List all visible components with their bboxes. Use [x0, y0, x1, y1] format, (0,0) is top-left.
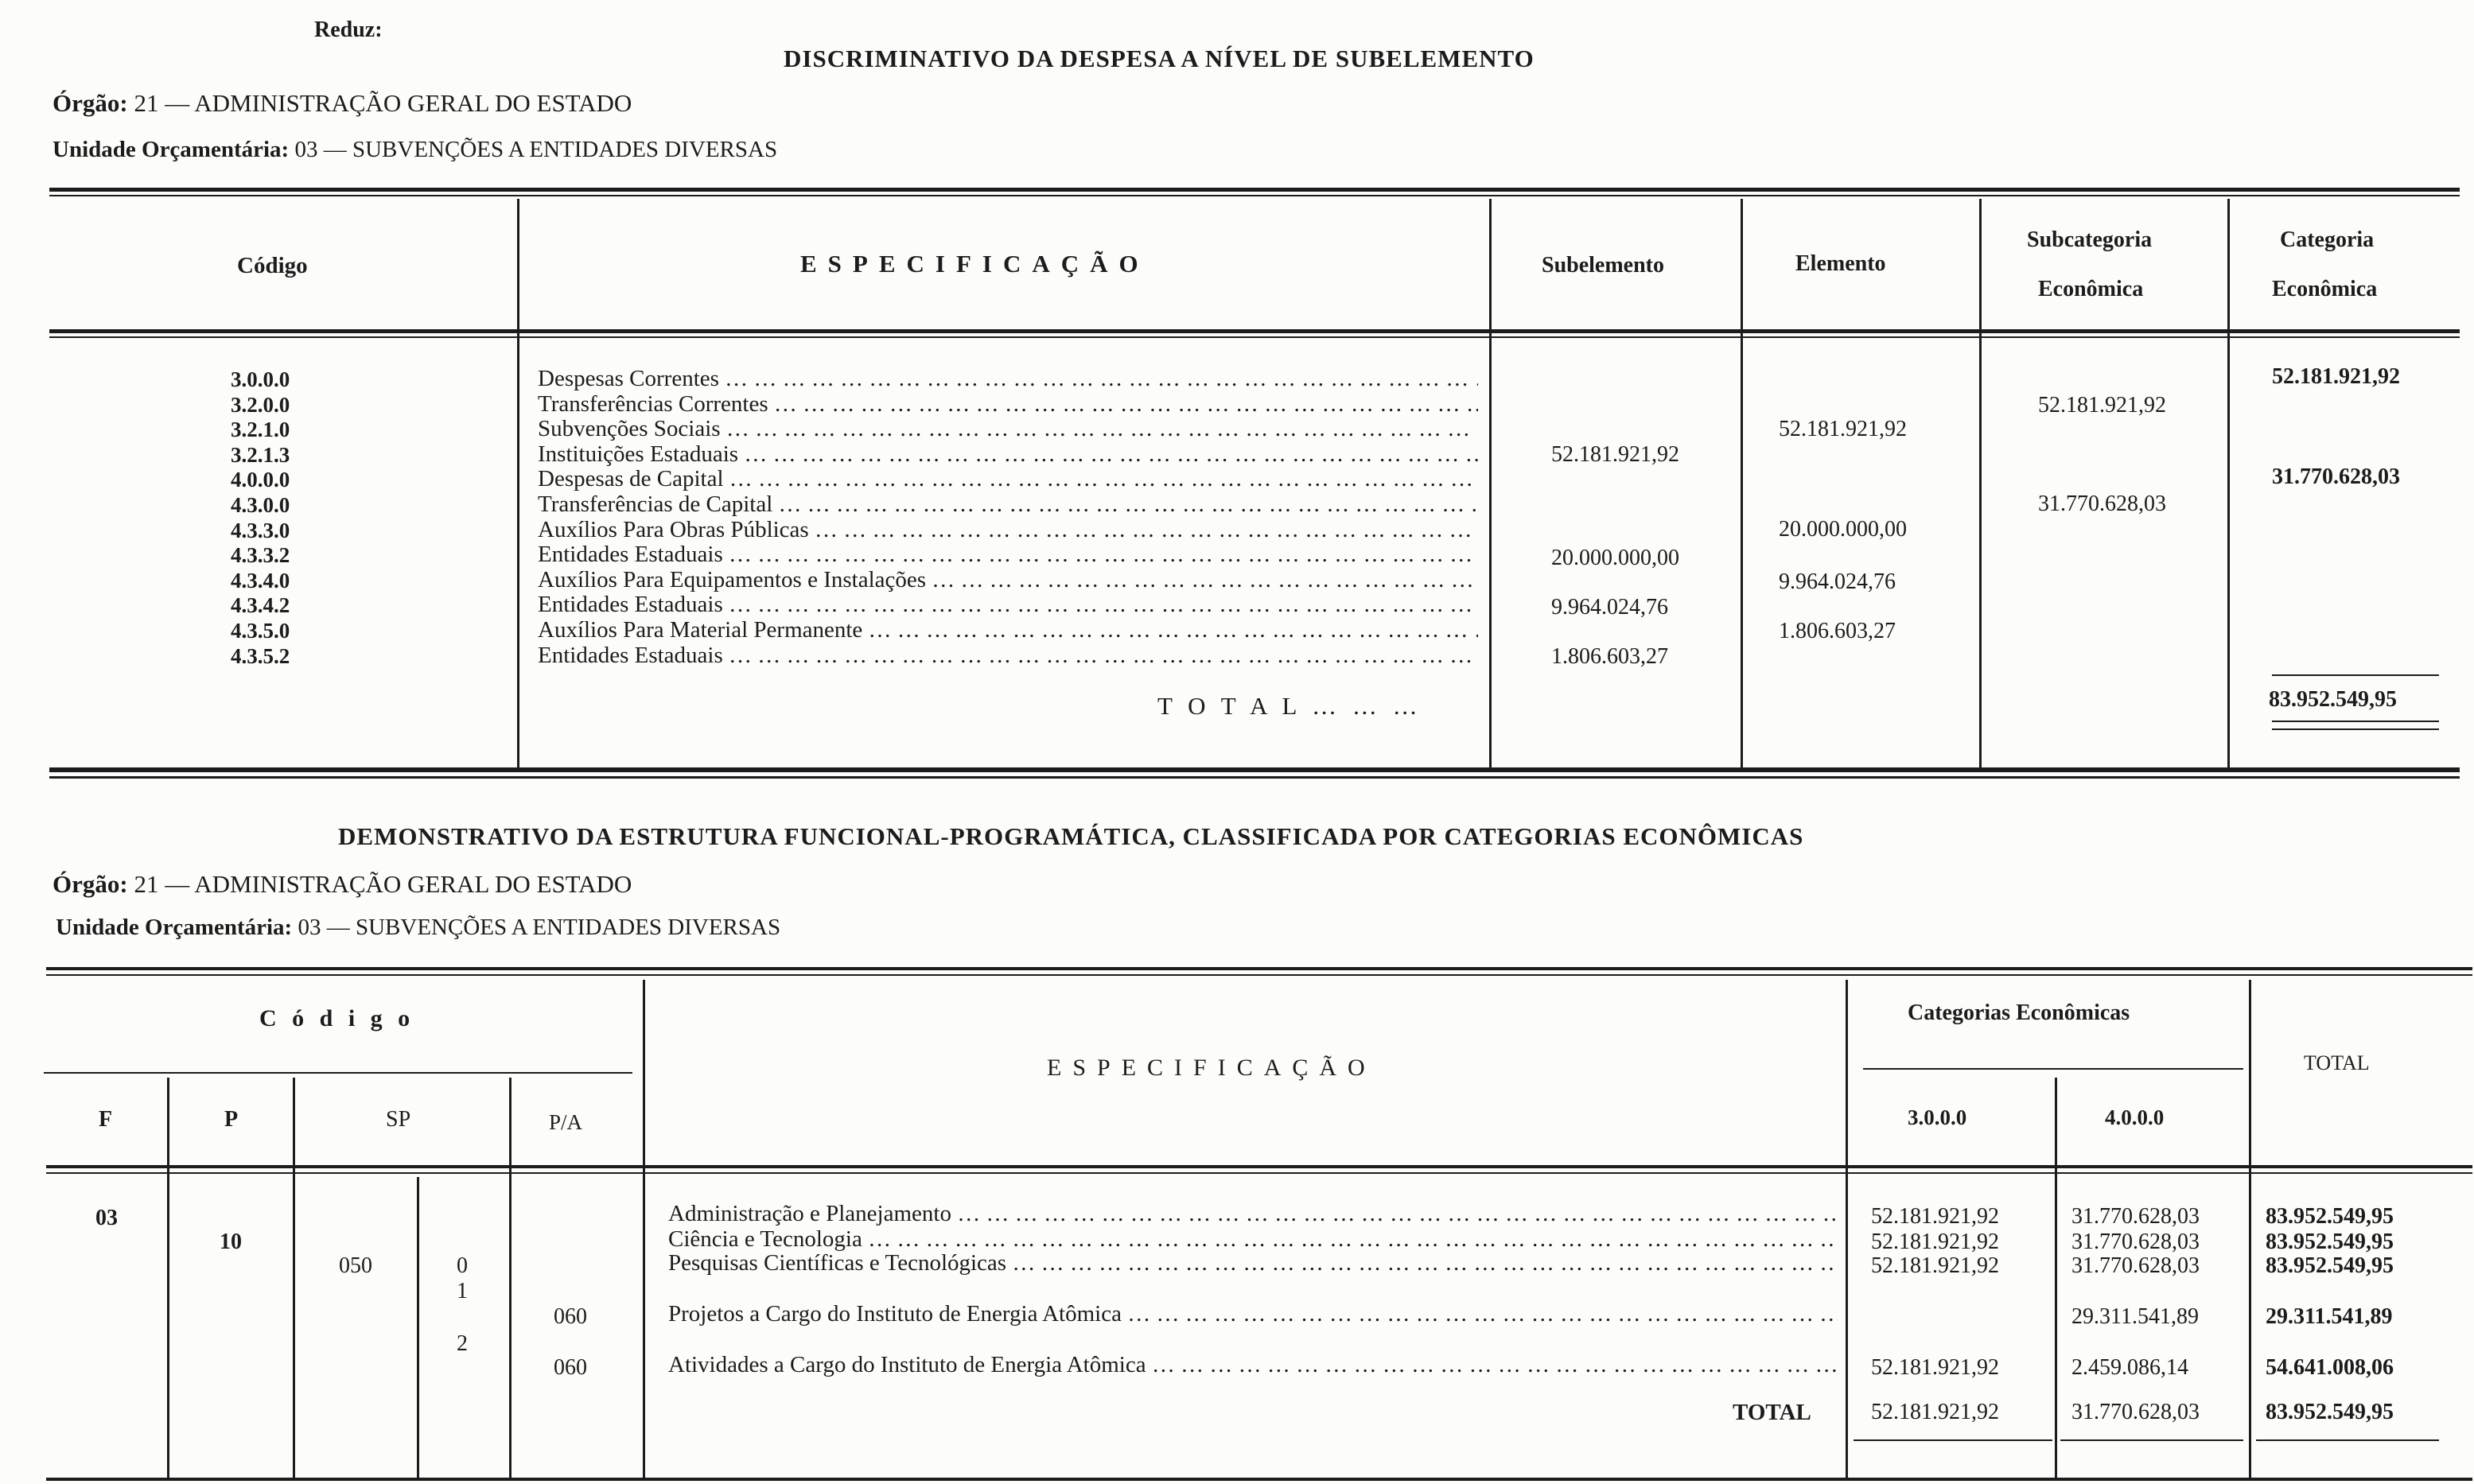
row-especificacao: Instituições Estaduais … … … … … … … … … … … … … … … … … … … … … … … … … … … … … … … … … … … … … … … … [538, 441, 1478, 468]
row-subelemento: 20.000.000,00 [1551, 546, 1679, 570]
row-codigo: 3.0.0.0 [231, 367, 290, 391]
t2-row-especificacao: Ciência e Tecnologia … … … … … … … … … … … … … … … … … … … … … … … … … … … … … … … … … … … … … … … … [668, 1226, 1838, 1253]
t2-row-especificacao: Administração e Planejamento … … … … … … … … … … … … … … … … … … … … … … … … … … … … … … … … … … … … … … … … [668, 1201, 1838, 1227]
top-note: Reduz: [314, 17, 383, 42]
t2-row-c4: 31.770.628,03 [2071, 1204, 2200, 1229]
row-codigo: 4.0.0.0 [231, 468, 290, 492]
row-codigo: 3.2.1.3 [231, 442, 290, 467]
t2-header-pa: P/A [549, 1110, 583, 1134]
row-codigo: 3.2.0.0 [231, 392, 290, 417]
t2-header-cat3: 3.0.0.0 [1908, 1105, 1967, 1129]
row-codigo: 4.3.3.0 [231, 518, 290, 542]
t2-header-f: F [99, 1107, 113, 1132]
row-codigo: 4.3.5.2 [231, 643, 290, 668]
orgao-label: Órgão: [53, 870, 128, 898]
code-pa-060b: 060 [554, 1355, 587, 1380]
t2-row-c4: 2.459.086,14 [2071, 1355, 2188, 1380]
row-especificacao: Entidades Estaduais … … … … … … … … … … … … … … … … … … … … … … … … … … … … … … … … … … … … … … … … [538, 592, 1478, 618]
row-elemento: 20.000.000,00 [1779, 517, 1907, 542]
row-especificacao: Entidades Estaduais … … … … … … … … … … … … … … … … … … … … … … … … … … … … … … … … … … … … … … … … [538, 643, 1478, 669]
row-subcategoria: 52.181.921,92 [2038, 393, 2166, 418]
code-pa-0: 0 [457, 1253, 468, 1278]
t2-header-codigo: C ó d i g o [259, 1005, 415, 1031]
row-codigo: 4.3.4.0 [231, 568, 290, 592]
t2-row-total: 83.952.549,95 [2266, 1230, 2394, 1254]
t2-row-total: 83.952.549,95 [2266, 1204, 2394, 1229]
row-especificacao: Transferências Correntes … … … … … … … … … … … … … … … … … … … … … … … … … … … … … … … … … … … … … … … … [538, 391, 1478, 418]
code-pa-060a: 060 [554, 1304, 587, 1329]
t2-row-c3: 52.181.921,92 [1871, 1204, 1999, 1229]
t2-total-label: TOTAL [1733, 1400, 1811, 1425]
t2-row-c3: 52.181.921,92 [1871, 1355, 1999, 1380]
section2-orgao [53, 870, 632, 899]
row-categoria: 31.770.628,03 [2272, 464, 2400, 489]
row-codigo: 3.2.1.0 [231, 418, 290, 442]
t2-header-categorias: Categorias Econômicas [1908, 1000, 2130, 1025]
header-especificacao: ESPECIFICAÇÃO [800, 250, 1149, 278]
t2-row-c4: 31.770.628,03 [2071, 1253, 2200, 1278]
section2-unidade [56, 915, 780, 941]
header-categoria-1: Categoria [2280, 227, 2375, 252]
row-subelemento: 1.806.603,27 [1551, 644, 1668, 669]
row-subcategoria: 31.770.628,03 [2038, 491, 2166, 516]
row-codigo: 4.3.0.0 [231, 493, 290, 517]
row-codigo: 4.3.5.0 [231, 619, 290, 643]
t2-row-total: 29.311.541,89 [2266, 1304, 2393, 1329]
section1-orgao [53, 89, 632, 118]
t2-header-p: P [224, 1107, 239, 1132]
row-elemento: 1.806.603,27 [1779, 619, 1896, 643]
code-f: 03 [95, 1206, 118, 1230]
t2-row-especificacao: Atividades a Cargo do Instituto de Energia Atômica … … … … … … … … … … … … … … … … … … … … … … … … … … … … … … … … … … … … … … … … [668, 1352, 1838, 1378]
section1-title: DISCRIMINATIVO DA DESPESA A NÍVEL DE SUBELEMENTO [784, 45, 1535, 72]
row-categoria: 52.181.921,92 [2272, 364, 2400, 389]
row-especificacao: Despesas Correntes … … … … … … … … … … … … … … … … … … … … … … … … … … … … … … … … … … … … … … … … [538, 366, 1478, 392]
t2-total-c3: 52.181.921,92 [1871, 1400, 1999, 1424]
row-elemento: 52.181.921,92 [1779, 417, 1907, 441]
row-elemento: 9.964.024,76 [1779, 569, 1896, 594]
unidade-label: Unidade Orçamentária: [56, 915, 293, 940]
row-especificacao: Auxílios Para Obras Públicas … … … … … … … … … … … … … … … … … … … … … … … … … … … … … … … … … … … … … … … … [538, 517, 1478, 543]
row-especificacao: Auxílios Para Material Permanente … … … … … … … … … … … … … … … … … … … … … … … … … … … … … … … … … … … … … … … … [538, 617, 1478, 643]
orgao-value: 21 — ADMINISTRAÇÃO GERAL DO ESTADO [134, 89, 632, 117]
row-subelemento: 52.181.921,92 [1551, 442, 1679, 467]
t2-row-total: 54.641.008,06 [2266, 1355, 2394, 1380]
row-codigo: 4.3.4.2 [231, 593, 290, 618]
table1-total-label: T O T A L … … … [1157, 692, 1422, 720]
row-especificacao: Entidades Estaduais … … … … … … … … … … … … … … … … … … … … … … … … … … … … … … … … … … … … … … … … [538, 542, 1478, 568]
t2-header-especificacao: ESPECIFICAÇÃO [1047, 1055, 1376, 1081]
row-codigo: 4.3.3.2 [231, 543, 290, 568]
orgao-label: Órgão: [53, 89, 128, 117]
unidade-value: 03 — SUBVENÇÕES A ENTIDADES DIVERSAS [294, 137, 778, 162]
section2-title: DEMONSTRATIVO DA ESTRUTURA FUNCIONAL-PROGRAMÁTICA, CLASSIFICADA POR CATEGORIAS ECONÔMICAS [338, 822, 1804, 850]
orgao-value: 21 — ADMINISTRAÇÃO GERAL DO ESTADO [134, 870, 632, 898]
row-especificacao: Transferências de Capital … … … … … … … … … … … … … … … … … … … … … … … … … … … … … … … … … … … … … … … … [538, 491, 1478, 518]
header-subelemento: Subelemento [1542, 253, 1664, 278]
t2-row-c3: 52.181.921,92 [1871, 1253, 1999, 1278]
header-subcategoria-2: Econômica [2038, 277, 2144, 301]
code-pa-1: 1 [457, 1279, 468, 1303]
section1-unidade [53, 137, 777, 163]
row-especificacao: Subvenções Sociais … … … … … … … … … … … … … … … … … … … … … … … … … … … … … … … … … … … … … … … … [538, 416, 1478, 442]
t2-row-especificacao: Projetos a Cargo do Instituto de Energia Atômica … … … … … … … … … … … … … … … … … … … … … … … … … … … … … … … … … … … … … … … … [668, 1301, 1838, 1327]
t2-row-especificacao: Pesquisas Científicas e Tecnológicas … … … … … … … … … … … … … … … … … … … … … … … … … … … … … … … … … … … … … … … … [668, 1250, 1838, 1276]
header-categoria-2: Econômica [2272, 277, 2378, 301]
code-pa-2: 2 [457, 1331, 468, 1356]
row-especificacao: Despesas de Capital … … … … … … … … … … … … … … … … … … … … … … … … … … … … … … … … … … … … … … … … [538, 466, 1478, 492]
t2-total-c4: 31.770.628,03 [2071, 1400, 2200, 1424]
header-codigo: Código [237, 253, 308, 278]
unidade-value: 03 — SUBVENÇÕES A ENTIDADES DIVERSAS [298, 915, 781, 940]
row-especificacao: Auxílios Para Equipamentos e Instalações … … … … … … … … … … … … … … … … … … … … … … … … … … … … … … … … … … … … … … … … [538, 567, 1478, 593]
code-p: 10 [220, 1230, 242, 1254]
t2-header-total: TOTAL [2304, 1051, 2370, 1074]
t2-row-total: 83.952.549,95 [2266, 1253, 2394, 1278]
t2-total-total: 83.952.549,95 [2266, 1400, 2394, 1424]
t2-row-c4: 31.770.628,03 [2071, 1230, 2200, 1254]
table1-total-value: 83.952.549,95 [2269, 687, 2397, 712]
t2-header-sp: SP [386, 1107, 411, 1132]
row-subelemento: 9.964.024,76 [1551, 595, 1668, 620]
code-sp: 050 [339, 1253, 372, 1278]
header-subcategoria-1: Subcategoria [2027, 227, 2153, 252]
t2-row-c4: 29.311.541,89 [2071, 1304, 2199, 1329]
t2-header-cat4: 4.0.0.0 [2105, 1105, 2165, 1129]
header-elemento: Elemento [1795, 251, 1886, 276]
t2-row-c3: 52.181.921,92 [1871, 1230, 1999, 1254]
unidade-label: Unidade Orçamentária: [53, 137, 290, 162]
